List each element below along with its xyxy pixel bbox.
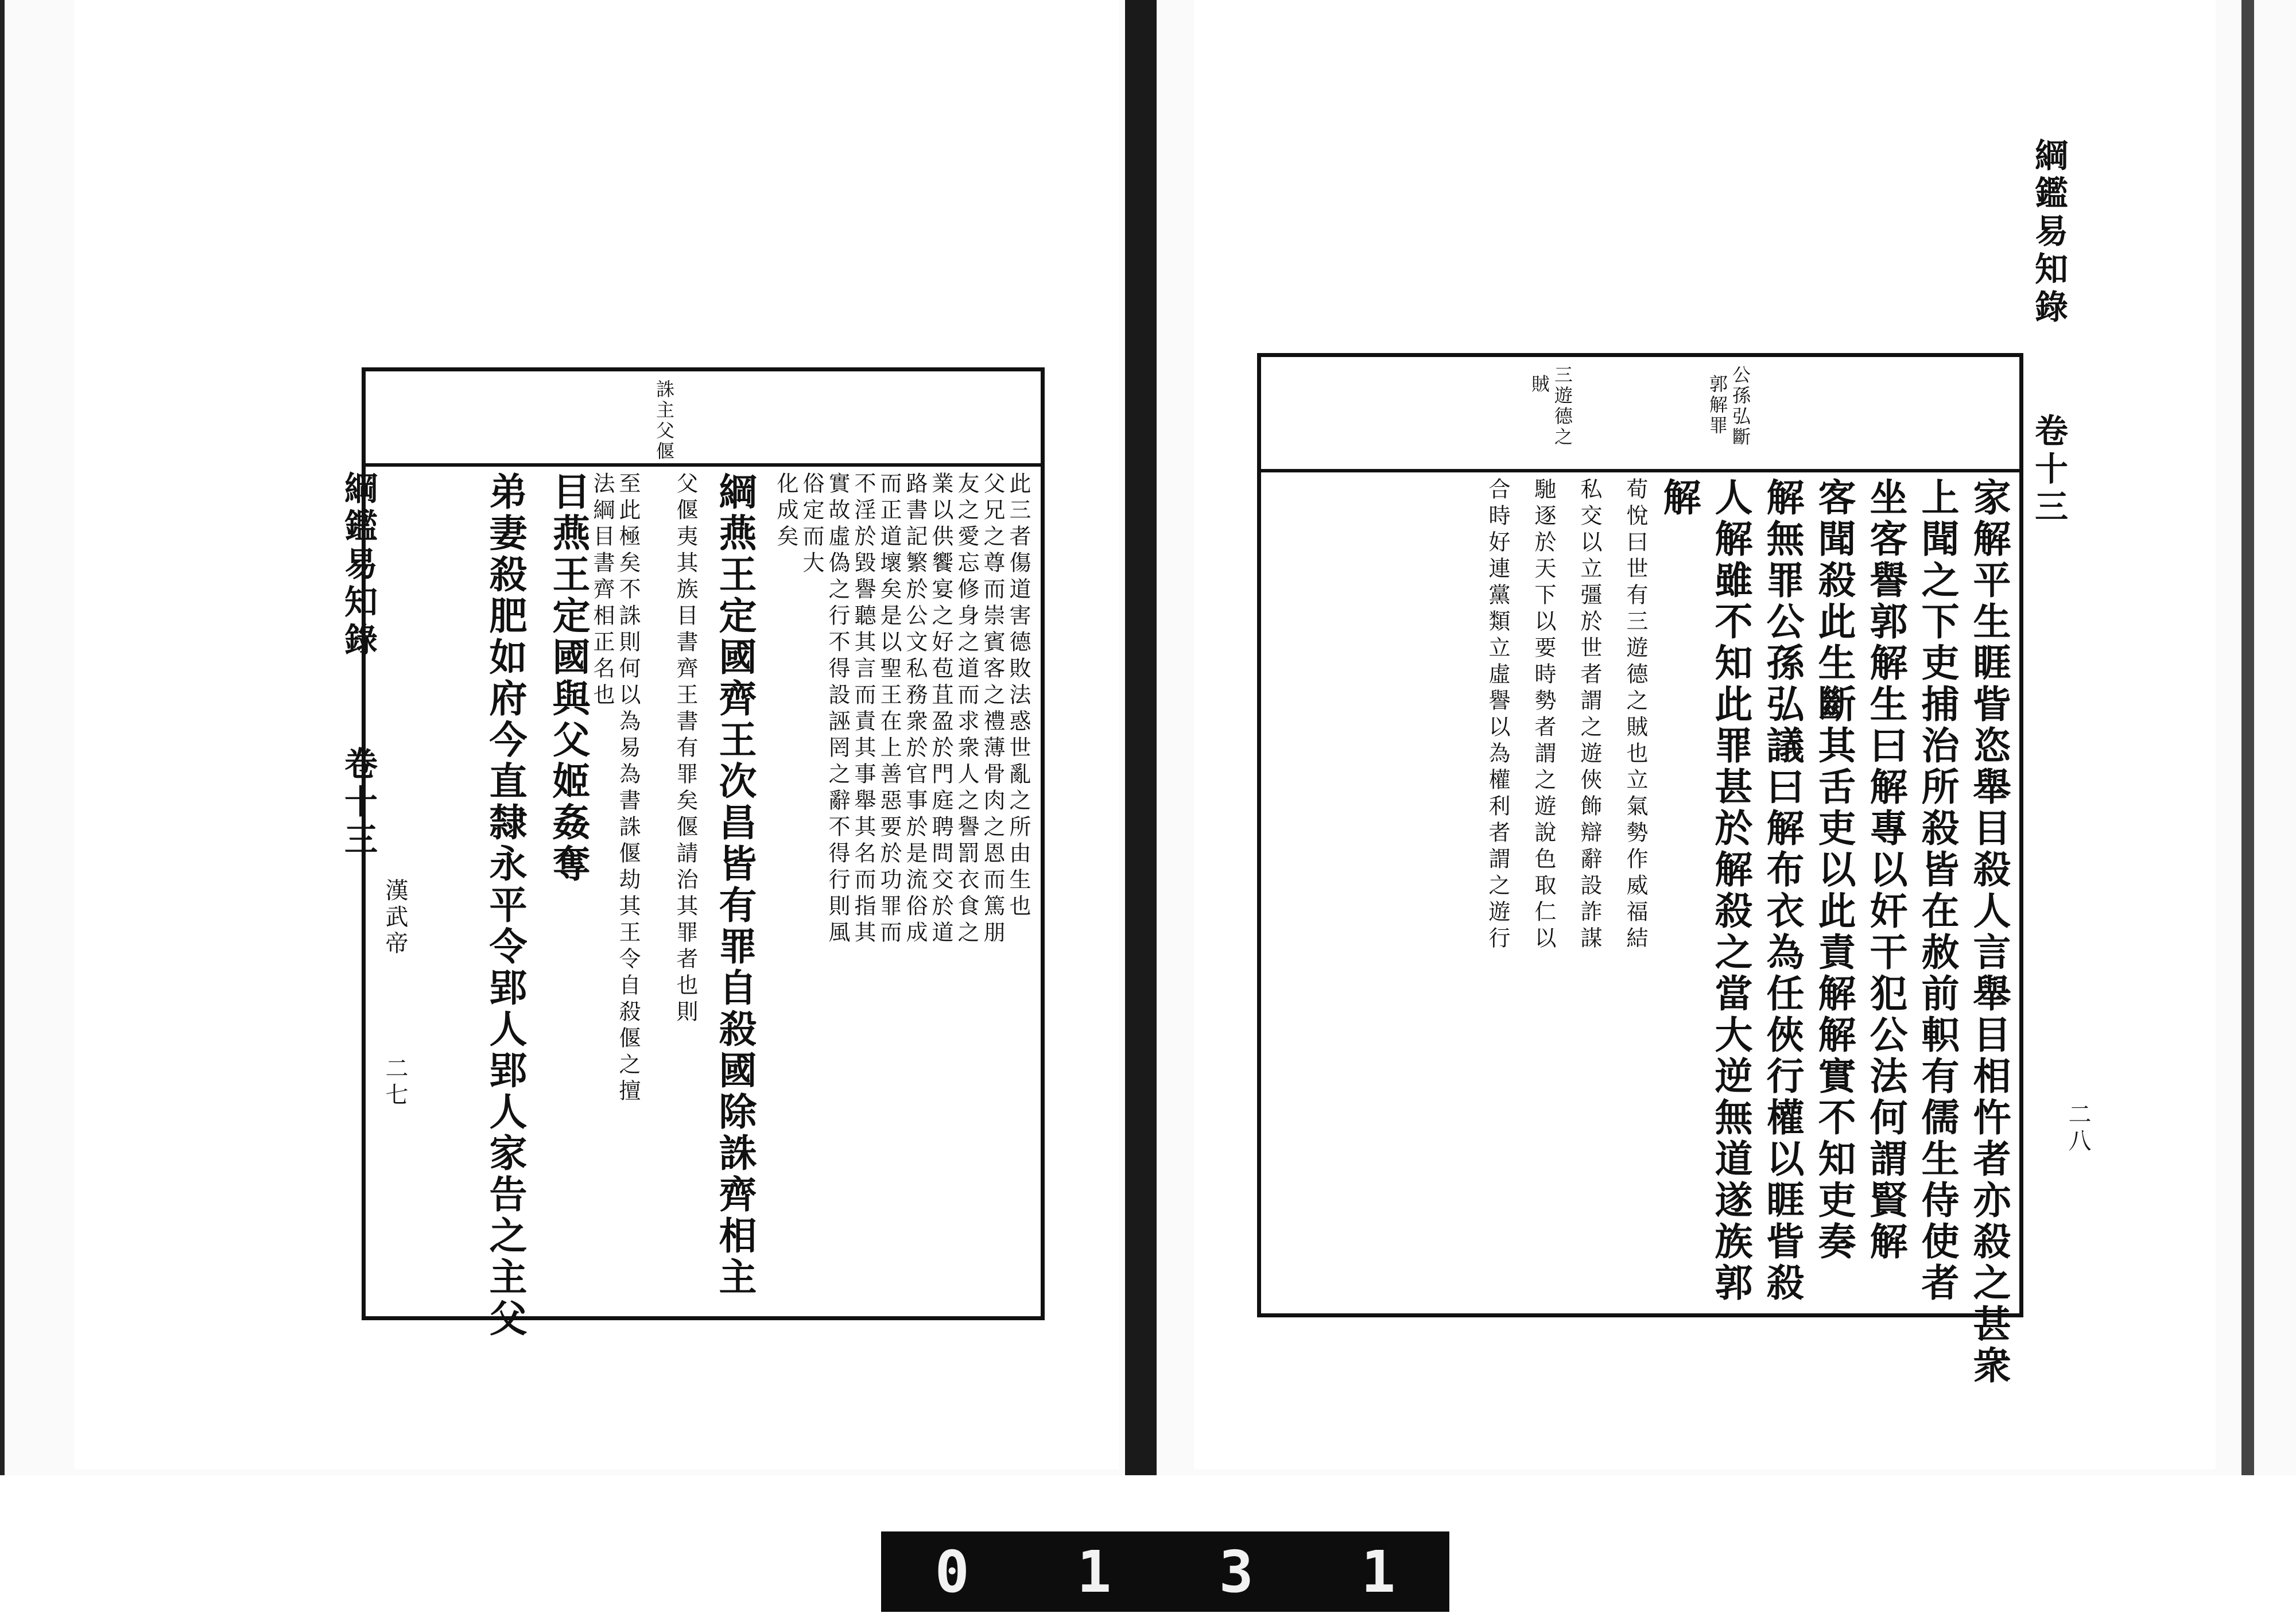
left-page-text-column: 法綱目書齊相正名也 — [589, 472, 615, 709]
right-page-text-column: 客聞殺此生斷其舌吏以此責解解實不知吏奏 — [1812, 478, 1856, 1263]
right-page-text-column: 合時好連黨類立虛譽以為權利者謂之遊行 — [1485, 478, 1510, 953]
left-margin-volume: 卷十三 — [339, 746, 378, 860]
stamp-digit: 0 — [934, 1538, 969, 1606]
right-page-text-column: 家解平生睚眥恣舉目殺人言舉目相忤者亦殺之甚衆 — [1967, 478, 2011, 1387]
right-margin-title: 綱鑑易知錄 — [2029, 138, 2068, 327]
stamp-digit: 3 — [1219, 1538, 1254, 1606]
left-page-text-column: 路書記繁於公文私務衆於官事於是流俗成 — [902, 472, 928, 947]
left-page-text-column: 目燕王定國與父姬姦奪 — [546, 472, 591, 885]
left-page-text-column: 而正道壞矣是以聖王在上善惡要於功罪而 — [876, 472, 902, 947]
left-page-text-column: 至此極矣不誅則何以為易為書誅偃劫其王令自殺偃之擅 — [615, 472, 641, 1106]
right-folio: 二八 — [2065, 1102, 2091, 1155]
stamp-digit: 1 — [1077, 1538, 1112, 1606]
left-page-text-column: 不淫於毀譽聽其言而責其事舉其名而指其 — [851, 472, 876, 947]
left-page-text-column: 此三者傷道害德敗法惑世亂之所由生也 — [1006, 472, 1031, 921]
book-gutter — [1125, 0, 1157, 1475]
right-header-note-2: 郭解罪 — [1707, 374, 1728, 436]
left-margin-title: 綱鑑易知錄 — [339, 471, 378, 660]
right-page-text-column: 坐客譽郭解生曰解專以奸干犯公法何謂賢解 — [1863, 478, 1908, 1263]
left-scan-edge — [0, 0, 5, 1475]
left-page-text-column: 父兄之尊而崇賓客之禮薄骨肉之恩而篤朋 — [980, 472, 1005, 947]
right-page-text-column: 人解雖不知此罪甚於解殺之當大逆無道遂族郭 — [1708, 478, 1753, 1304]
left-page-text-column: 父偃夷其族目書齊王書有罪矣偃請治其罪者也則 — [673, 472, 698, 1026]
left-page-text-column: 俗定而大 — [799, 472, 824, 577]
left-page-text-column: 友之愛忘修身之道而求衆人之譽罰衣食之 — [954, 472, 979, 947]
archive-number-stamp — [881, 1531, 1449, 1612]
left-margin-dynasty: 漢武帝 — [382, 878, 408, 957]
right-page-text-column: 荀悅曰世有三遊德之賊也立氣勢作威福結 — [1623, 478, 1648, 953]
right-text-frame — [1257, 353, 2023, 1387]
right-header-note-4: 賊 — [1529, 374, 1550, 395]
stamp-digit: 1 — [1361, 1538, 1396, 1606]
left-page-text-column: 弟妻殺肥如府今直隸永平令郢人郢人家告之主父 — [483, 472, 528, 1340]
left-page-text-column: 化成矣 — [773, 472, 798, 551]
right-header-band — [1261, 357, 2019, 472]
right-page-text-column: 私交以立彊於世者謂之遊俠飾辯辭設詐謀 — [1577, 478, 1602, 953]
left-page-text-column: 實故虛偽之行不得設誣罔之辭不得行則風 — [825, 472, 850, 947]
right-page-text-column: 解 — [1657, 478, 1701, 519]
right-page-text-column: 解無罪公孫弘議曰解布衣為任俠行權以睚眥殺 — [1760, 478, 1805, 1304]
right-margin-volume: 卷十三 — [2029, 413, 2068, 527]
left-page-text-column: 業以供饗宴之好苞苴盈於門庭聘問交於道 — [928, 472, 953, 947]
left-page-text-column: 綱燕王定國齊王次昌皆有罪自殺國除誅齊相主 — [712, 472, 757, 1298]
left-header-note: 誅主父偃 — [653, 379, 675, 462]
left-text-frame — [362, 367, 1045, 1340]
left-header-band — [366, 371, 1041, 467]
right-header-note-3: 三遊德之 — [1552, 365, 1573, 448]
right-page-text-column: 上聞之下吏捕治所殺皆在赦前軹有儒生侍使者 — [1915, 478, 1960, 1304]
right-page-text-column: 馳逐於天下以要時勢者謂之遊說色取仁以 — [1531, 478, 1556, 953]
right-header-note-1: 公孫弘斷 — [1729, 365, 1751, 448]
left-folio: 二七 — [382, 1056, 408, 1109]
right-page-edge — [2241, 0, 2254, 1475]
